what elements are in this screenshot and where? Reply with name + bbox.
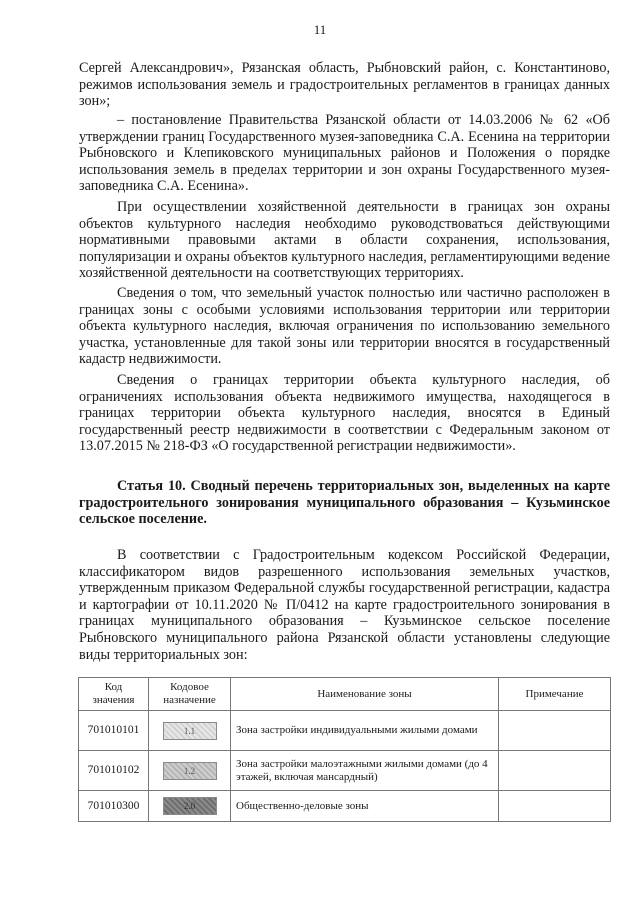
paragraph-text: Сведения о том, что земельный участок полностью или частично расположен в границах зоны с особыми условиями использования территории или территории объекта культурного наследия, включая ограничения по использованию земельного участка, установленные для такой зоны или территории вносятся в государственный кадастр недвижимости.: [79, 285, 610, 368]
zone-code: 701010300: [79, 791, 149, 822]
zone-swatch: 1.2: [163, 762, 217, 780]
paragraph-2: [79, 112, 610, 195]
zone-code: 701010102: [79, 751, 149, 791]
paragraph-5: [79, 372, 610, 455]
paragraph-4: [79, 285, 610, 368]
table-header-row: [79, 678, 611, 711]
zone-note: [499, 751, 611, 791]
zone-mark-cell: [149, 751, 231, 791]
paragraph-text: Сведения о границах территории объекта культурного наследия, об ограничениях использования объекта недвижимого имущества, находящегося в границах территории объекта культурного наследия, вносятся в Единый государственный реестр недвижимости в соответствии с Федеральным законом от 13.07.2015 № 218-ФЗ «О государственной регистрации недвижимости».: [79, 372, 610, 455]
zone-name: Зона застройки малоэтажными жилыми домами (до 4 этажей, включая мансардный): [231, 751, 499, 791]
page-number: 11: [313, 22, 327, 37]
zone-name: Зона застройки индивидуальными жилыми домами: [231, 711, 499, 751]
paragraph-text: В соответствии с Градостроительным кодексом Российской Федерации, классификатором видов разрешенного использования земельных участков, утвержденным приказом Федеральной службы государственной регистрации, кадастра и картографии от 10.11.2020 № П/0412 на карте градостроительного зонирования в границах муниципального образования – Кузьминское сельское поселение Рыбновского муниципального района Рязанской области установлены следующие виды территориальных зон:: [79, 547, 610, 663]
zone-mark-cell: [149, 791, 231, 822]
zone-swatch: 2.0: [163, 797, 217, 815]
paragraph-text: При осуществлении хозяйственной деятельности в границах зон охраны объектов культурного наследия необходимо руководствоваться действующими нормативными правовыми актами в области сохранения, использования, популяризации и охраны объектов культурного наследия, регламентирующими ведение хозяйственной деятельности на соответствующих территориях.: [79, 199, 610, 282]
header-mark: Кодовое назначение: [149, 678, 231, 711]
table-row: [79, 711, 611, 751]
paragraph-6: [79, 547, 610, 663]
zone-mark-cell: [149, 711, 231, 751]
article-heading: Статья 10. Сводный перечень территориальных зон, выделенных на карте градостроительного зонирования муниципального образования – Кузьминское сельское поселение.: [79, 478, 610, 528]
header-note: Примечание: [499, 678, 611, 711]
zone-code: 701010101: [79, 711, 149, 751]
zone-note: [499, 791, 611, 822]
paragraph-text: Сергей Александрович», Рязанская область, Рыбновский район, с. Константиново, режимов использования земель и градостроительных регламентов в границах данных зон»;: [79, 60, 610, 110]
table-row: [79, 751, 611, 791]
table-row: [79, 791, 611, 822]
zone-swatch: 1.1: [163, 722, 217, 740]
zones-table: [78, 677, 611, 822]
zone-name: Общественно-деловые зоны: [231, 791, 499, 822]
zone-note: [499, 711, 611, 751]
paragraph-text: – постановление Правительства Рязанской области от 14.03.2006 № 62 «Об утверждении границ Государственного музея-заповедника С.А. Есенина на территории Рыбновского и Клепиковского муниципальных районов и Положения о порядке использования земель в пределах территории и зон охраны Государственного музея-заповедника С.А. Есенина».: [79, 112, 610, 195]
paragraph-1: [79, 60, 610, 110]
paragraph-3: [79, 199, 610, 282]
header-code: Код значения: [79, 678, 149, 711]
header-name: Наименование зоны: [231, 678, 499, 711]
